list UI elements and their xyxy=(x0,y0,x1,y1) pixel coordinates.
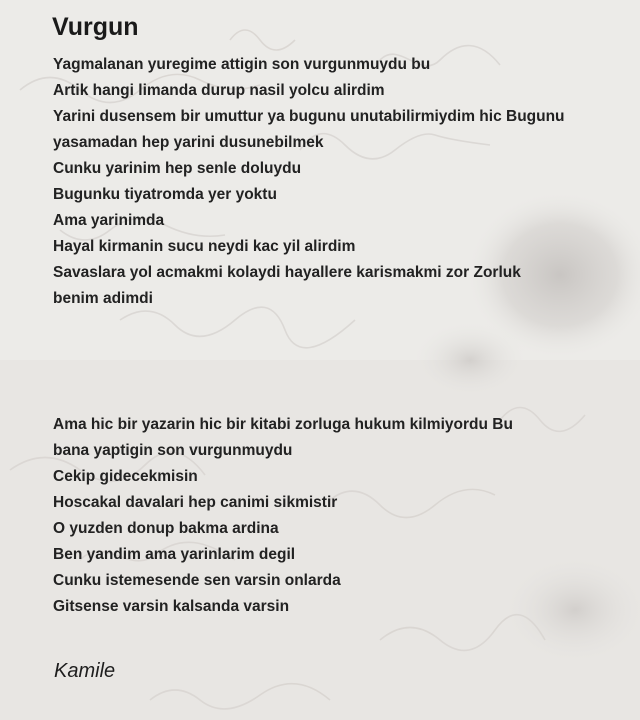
poem-line: Ama hic bir yazarin hic bir kitabi zorluga hukum kilmiyordu Bu xyxy=(53,416,513,433)
poem-line: Savaslara yol acmakmi kolaydi hayallere karismakmi zor Zorluk xyxy=(53,264,521,281)
poem-line: bana yaptigin son vurgunmuydu xyxy=(53,442,293,459)
poem-line: Cunku yarinim hep senle doluydu xyxy=(53,160,302,177)
poem-line: Cekip gidecekmisin xyxy=(53,468,198,485)
poem-line: Gitsense varsin kalsanda varsin xyxy=(53,598,290,615)
poem-line: Ama yarinimda xyxy=(53,212,165,229)
poem-line: Ben yandim ama yarinlarim degil xyxy=(53,546,296,563)
poem-line: O yuzden donup bakma ardina xyxy=(53,520,279,537)
poem-line: Hayal kirmanin sucu neydi kac yil alirdim xyxy=(53,238,356,255)
poem-line: Hoscakal davalari hep canimi sikmistir xyxy=(53,494,338,511)
poem-line: benim adimdi xyxy=(53,290,153,307)
poem-stanza-1 xyxy=(53,52,565,312)
poem-line: Artik hangi limanda durup nasil yolcu alirdim xyxy=(53,82,385,99)
poem-line: yasamadan hep yarini dusunebilmek xyxy=(53,134,324,151)
poem-line: Yagmalanan yuregime attigin son vurgunmuydu bu xyxy=(53,56,431,73)
poem-stanza-2 xyxy=(53,412,513,620)
poem-author: Kamile xyxy=(54,660,116,682)
poem-line: Yarini dusensem bir umuttur ya bugunu unutabilirmiydim hic Bugunu xyxy=(53,108,565,125)
poem-title: Vurgun xyxy=(52,13,139,41)
poem-line: Cunku istemesende sen varsin onlarda xyxy=(53,572,341,589)
poem-line: Bugunku tiyatromda yer yoktu xyxy=(53,186,277,203)
